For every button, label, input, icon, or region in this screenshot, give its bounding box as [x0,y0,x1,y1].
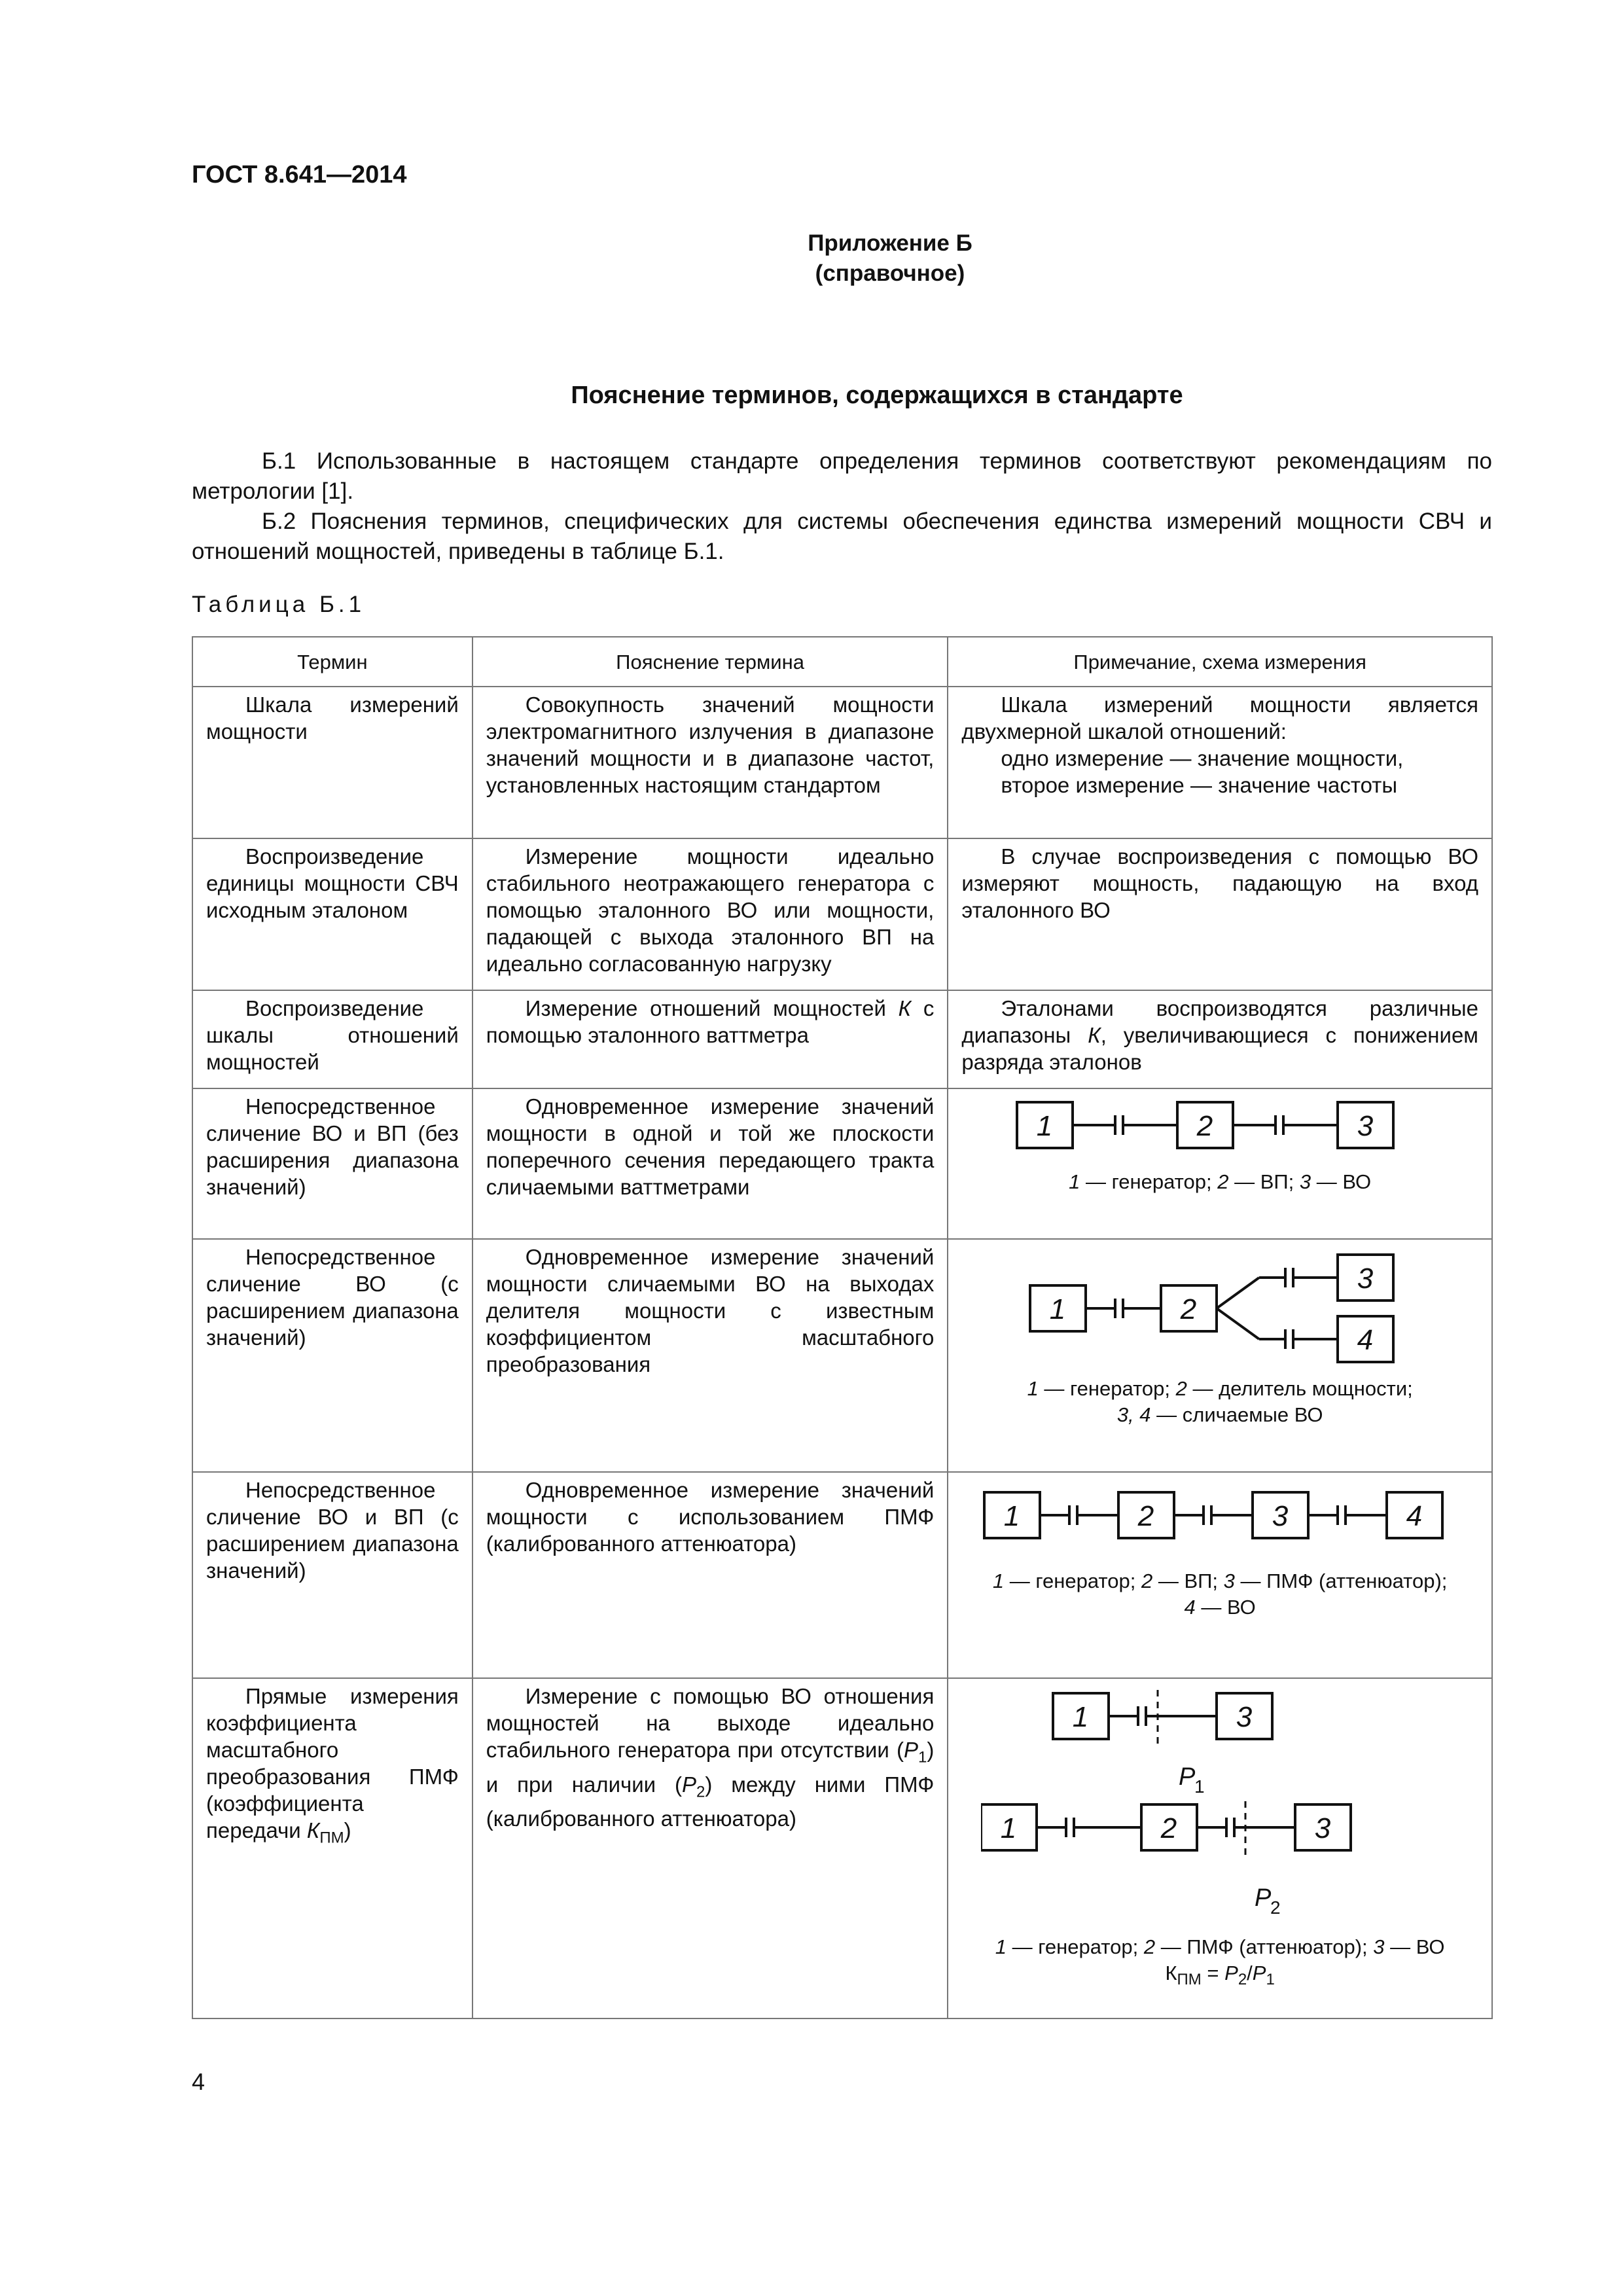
term-cell: Непосредственное сличение ВО и ВП (с расширением диапазона значений) [192,1472,473,1678]
note-cell: Шкала измерений мощности является двухмерной шкалой отношений: одно измерение — значение мощности, второе измерение — значение частоты [948,687,1492,838]
term-cell: Непосредственное сличение ВО (с расширением диапазона значений) [192,1239,473,1472]
table-row [192,1678,1492,2018]
terms-table [192,636,1493,2019]
explanation-cell: Совокупность значений мощности электромагнитного излучения в диапазоне значений мощности и в диапазоне частот, установленных настоящим стандартом [473,687,948,838]
term-cell: Непосредственное сличение ВО и ВП (без расширения диапазона значений) [192,1088,473,1239]
block-label: 3 [1315,1812,1331,1844]
label-p1-sub: 1 [1194,1776,1205,1797]
block-label: 3 [1357,1110,1374,1142]
explanation-cell: Одновременное измерение значений мощности с использованием ПМФ (калиброванного аттенюатора) [473,1472,948,1678]
scheme-caption: 1 — генератор; 2 — ВП; 3 — ПМФ (аттенюатор); 4 — ВО [992,1570,1448,1619]
scheme-caption: 1 — генератор; 2 — делитель мощности; 3, 4 — сличаемые ВО [1027,1377,1413,1426]
note-cell [948,1088,1492,1239]
page-number: 4 [192,2068,205,2095]
table-row [192,990,1492,1088]
header-term: Термин [192,637,473,687]
term-cell: Воспроизведение шкалы отношений мощностей [192,990,473,1088]
block-label: 2 [1196,1110,1213,1142]
paragraph-b1: Б.1 Использованные в настоящем стандарте определения терминов соответствуют рекомендациям по метрологии [1]. [192,448,1492,504]
block-label: 2 [1137,1500,1154,1532]
standard-header: ГОСТ 8.641—2014 [192,161,407,188]
term-cell: Шкала измерений мощности [192,687,473,838]
scheme-diagram [1010,1096,1429,1155]
scheme-caption: 1 — генератор; 2 — ПМФ (аттенюатор); 3 — ВО $К_{ПМ} = P_2/P_1$ [961,1934,1478,1993]
explanation-cell: Измерение с помощью ВО отношения мощностей на выходе идеально стабильного генератора при отсутствии $(P_1)$ и при наличии $(P_2)$ между ними ПМФ (калиброванного аттенюатора) [473,1678,948,2018]
term-cell: Воспроизведение единицы мощности СВЧ исходным эталоном [192,838,473,990]
explanation-cell: Одновременное измерение значений мощности сличаемыми ВО на выходах делителя мощности с известным коэффициентом масштабного преобразования [473,1239,948,1472]
label-p2-sub: 2 [1270,1897,1281,1918]
header-note: Примечание, схема измерения [948,637,1492,687]
appendix-title: Приложение Б [808,230,972,256]
scheme-diagram-direct [981,1687,1452,1798]
scheme-caption: 1 — генератор; 2 — ВП; 3 — ВО [1069,1170,1372,1193]
table-caption: Таблица Б.1 [192,592,366,617]
note-cell [948,1678,1492,2018]
note-cell: Эталонами воспроизводятся различные диапазоны К, увеличивающиеся с понижением разряда эталонов [948,990,1492,1088]
label-p1: P [1179,1763,1196,1791]
note-cell: В случае воспроизведения с помощью ВО измеряют мощность, падающую на вход эталонного ВО [948,838,1492,990]
label-p2: P [1255,1884,1272,1912]
section-title: Пояснение терминов, содержащихся в стандарте [571,382,1183,409]
block-label: 3 [1357,1263,1374,1295]
scheme-diagram [1017,1253,1423,1364]
table-row [192,838,1492,990]
note-cell [948,1472,1492,1678]
explanation-cell: Измерение отношений мощностей К с помощью эталонного ваттметра [473,990,948,1088]
paragraph-b2: Б.2 Пояснения терминов, специфических для системы обеспечения единства измерений мощности СВЧ и отношений мощностей, приведены в таблице Б.1. [192,509,1492,564]
header-explanation: Пояснение термина [473,637,948,687]
block-label: 3 [1272,1500,1289,1532]
table-row [192,687,1492,838]
block-label: 3 [1236,1701,1253,1733]
block-label: 1 [1049,1293,1066,1325]
explanation-cell: Измерение мощности идеально стабильного неотражающего генератора с помощью эталонного ВО или мощности, падающей с выхода эталонного ВП на идеально согласованную нагрузку [473,838,948,990]
scheme-diagram-with-pmf [981,1798,1452,1922]
block-label: 2 [1180,1293,1197,1325]
table-header-row [192,637,1492,687]
table-row [192,1472,1492,1678]
scheme-diagram [978,1486,1462,1545]
block-label: 1 [1073,1701,1089,1733]
table-row [192,1239,1492,1472]
appendix-type: (справочное) [815,260,965,286]
block-label: 1 [1003,1500,1020,1532]
term-cell: Прямые измерения коэффициента масштабного преобразования ПМФ (коэффициента передачи $К_{ПМ}$) [192,1678,473,2018]
block-label: 1 [1036,1110,1053,1142]
kpm-formula: $К_{ПМ} = P_2/P_1$ [1165,1962,1275,1989]
table-row [192,1088,1492,1239]
block-label: 4 [1406,1500,1423,1532]
block-label: 2 [1161,1812,1177,1844]
explanation-cell: Одновременное измерение значений мощности в одной и той же плоскости поперечного сечения передающего тракта сличаемыми ваттметрами [473,1088,948,1239]
note-cell [948,1239,1492,1472]
block-label: 4 [1357,1324,1374,1356]
block-label: 1 [1001,1812,1017,1844]
